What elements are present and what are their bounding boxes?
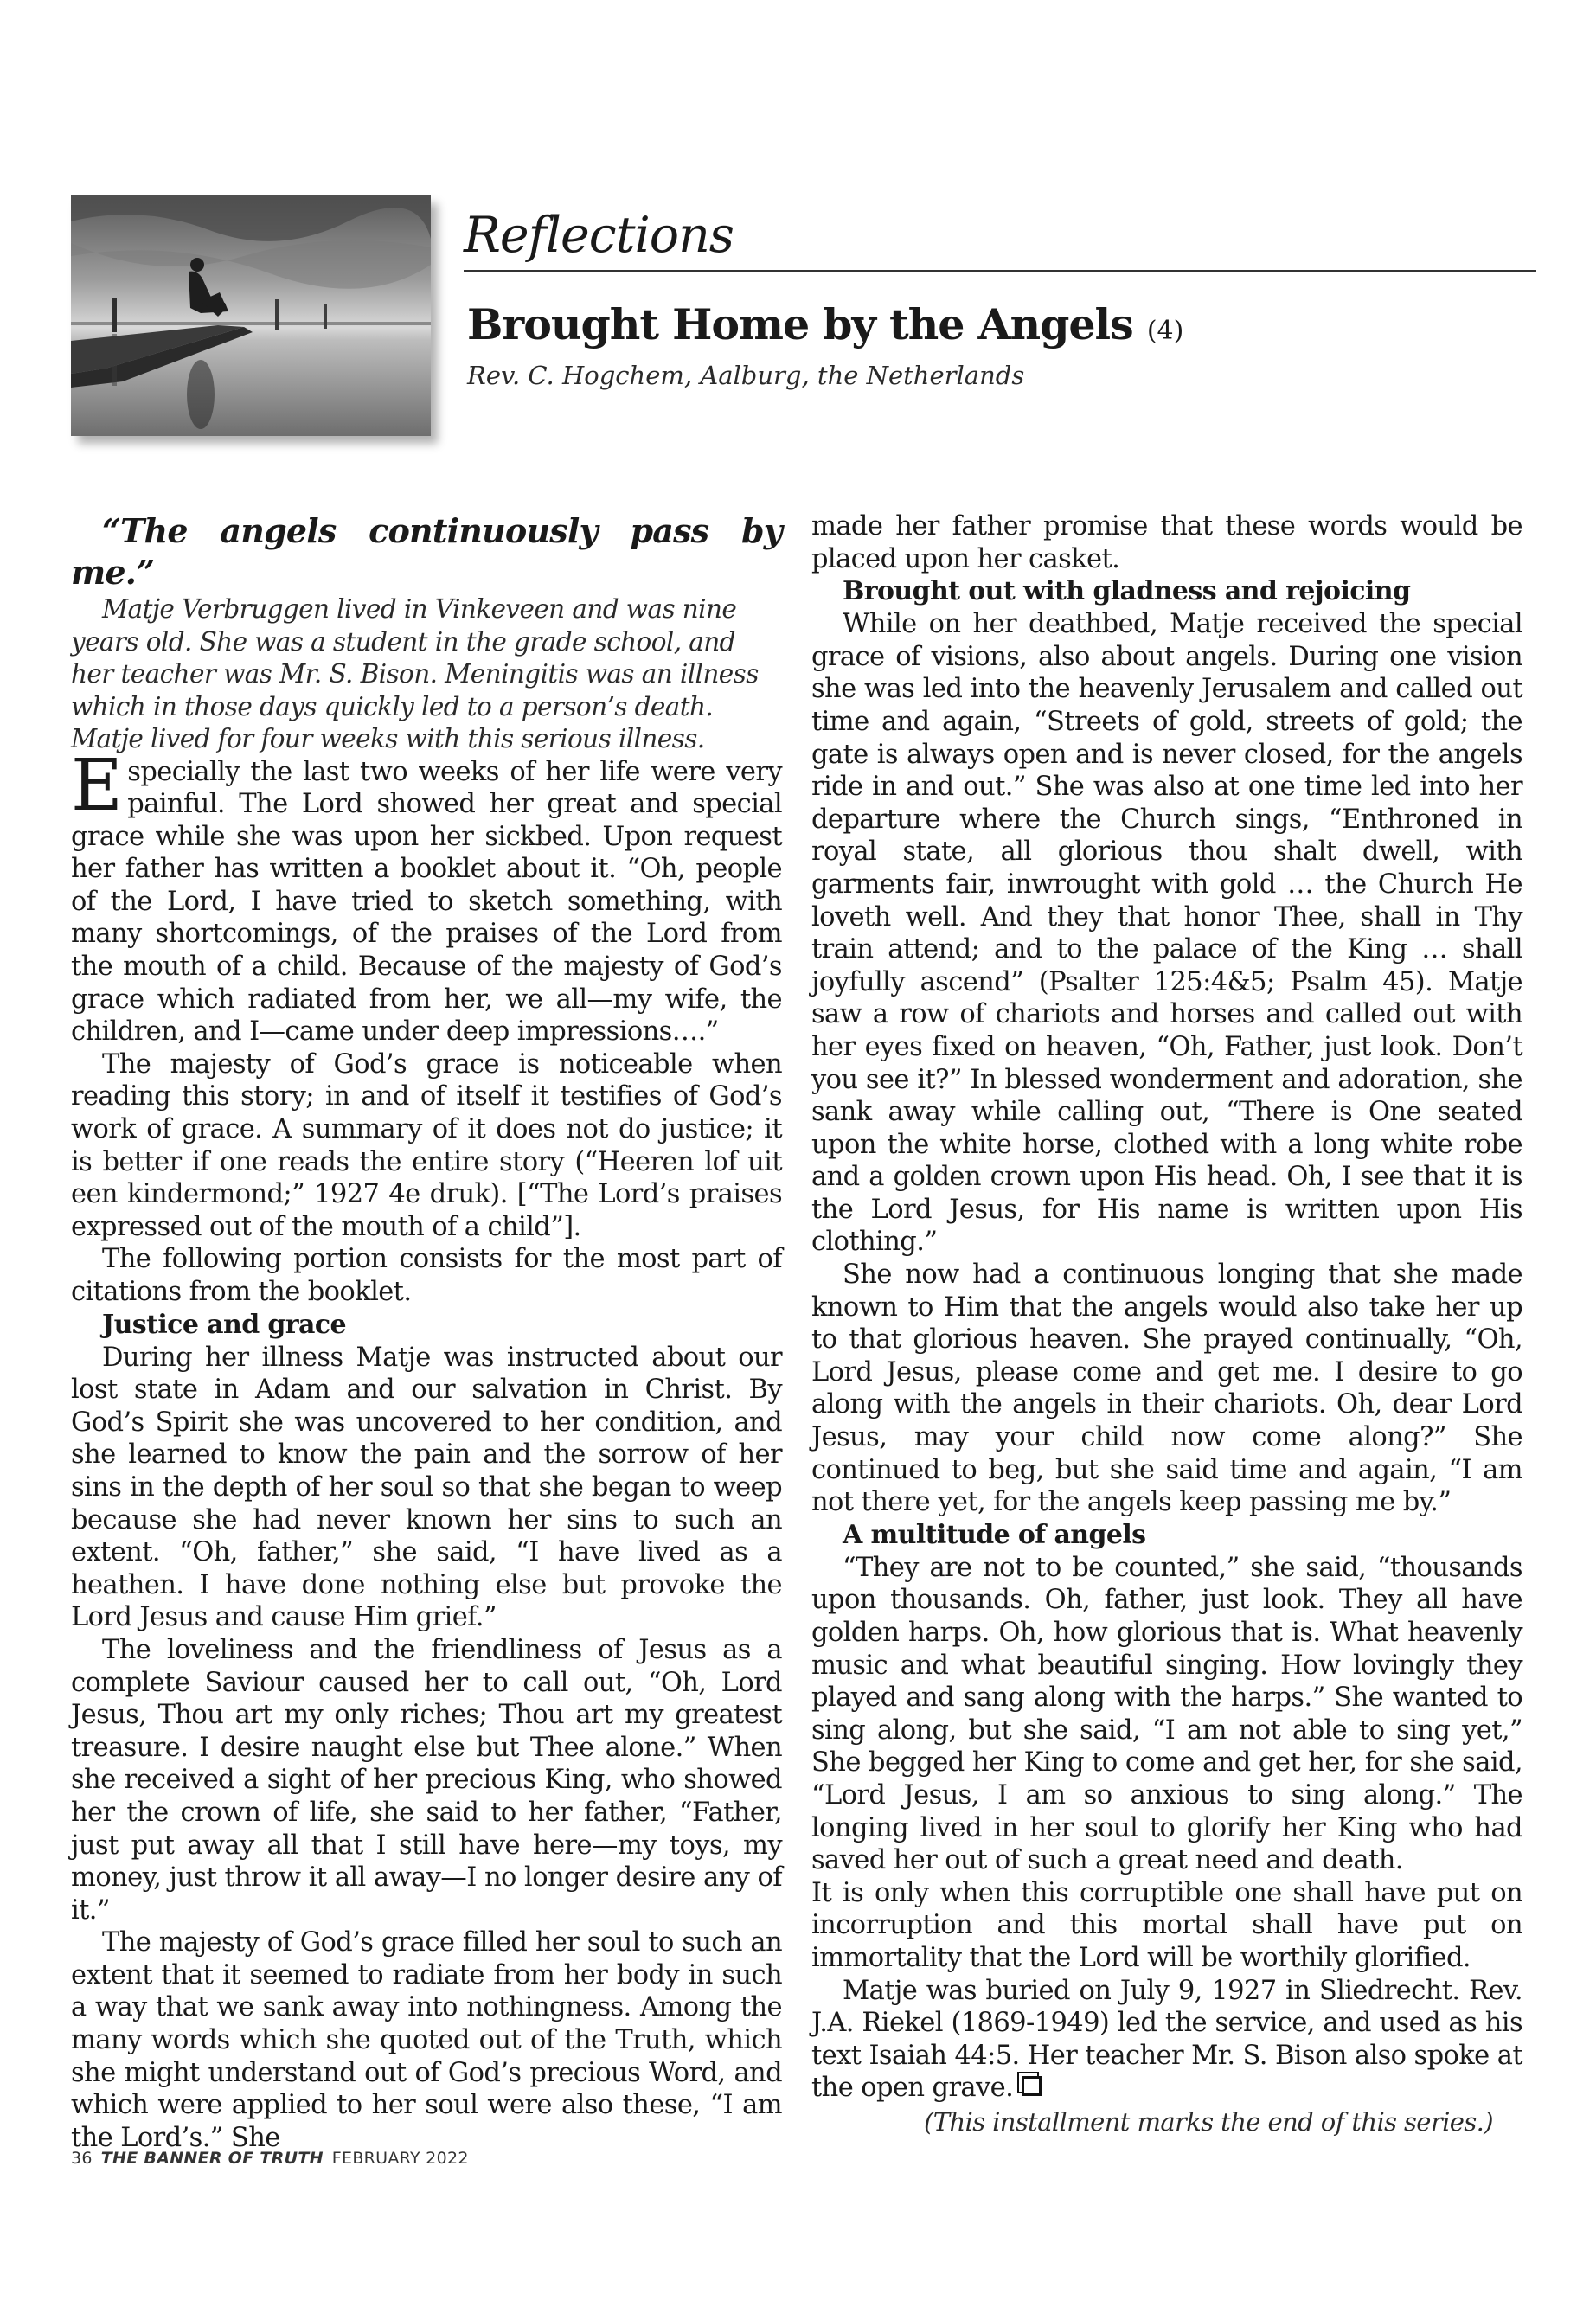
left-column: [71, 510, 782, 2154]
page-number: 36: [71, 2149, 93, 2168]
body-paragraph: While on her deathbed, Matje received the special grace of visions, also about angels. During one vision she was led into the heavenly Jerusalem and called out time and again, “Streets of gold, streets of gold; the gate is always open and is never closed, for the angels ride in and out.” She was also at one time led into her departure where the Church sings, “Enthroned in royal state, all glorious thou shalt dwell, with garments fair, inwrought with gold … the Church He loveth well. And they that honor Thee, shall in Thy train attend; and to the palace of the King … shall joyfully ascend” (Psalter 125:4&5; Psalm 45). Matje saw a row of chariots and horses and called out with her eyes fixed on heaven, “Oh, Father, just look. Don’t you see it?” In blessed wonderment and adoration, she sank away while calling out, “There is One seated upon the white horse, clothed with a long white robe and a golden crown upon His head. Oh, I see that it is the Lord Jesus, for His name is written upon His clothing.”: [811, 609, 1522, 1258]
body-paragraph: The following portion consists for the most part of citations from the booklet.: [71, 1244, 782, 1307]
article-title-text: Brought Home by the Angels: [467, 299, 1133, 349]
issue-date: FEBRUARY 2022: [331, 2149, 469, 2168]
body-paragraph: She now had a continuous longing that she made known to Him that the angels would also take her up to that glorious heaven. She prayed continually, “Oh, Lord Jesus, please come and get me. I desire to go along with the angels in their chariots. Oh, dear Lord Jesus, may your child now come along?” She continued to beg, but she said time and again, “I am not there yet, for the angels keep passing me by.”: [811, 1259, 1522, 1518]
right-column: [811, 510, 1522, 2139]
header-photo: [71, 195, 431, 436]
body-paragraph: It is only when this corruptible one shall have put on incorruption and this mortal shall have put on immortality that the Lord will be worthily glorified.: [811, 1877, 1522, 1973]
end-of-article-icon: [1022, 2076, 1042, 2096]
man-sitting-on-pier-photo-icon: [71, 195, 431, 436]
body-paragraph: The majesty of God’s grace is noticeable when reading this story; in and of itself it testifies of God’s work of grace. A summary of it does not do justice; it is better if one reads the entire story (“Heeren lof uit een kindermond;” 1927 4e druk). [“The Lord’s praises expressed out of the mouth of a child”].: [71, 1048, 782, 1242]
page-footer: [71, 2149, 469, 2168]
body-paragraph: [71, 744, 782, 1048]
body-paragraph: made her father promise that these words would be placed upon her casket.: [811, 511, 1522, 574]
body-paragraph-text: Matje was buried on July 9, 1927 in Sliedrecht. Rev. J.A. Riekel (1869-1949) led the service, and used as his text Isaiah 44:5. Her teacher Mr. S. Bison also spoke at the open grave.: [811, 1975, 1522, 2104]
body-paragraph-text: specially the last two weeks of her life were very painful. The Lord showed her great and special grace while she was upon her sickbed. Upon request her father has written a booklet about it. “Oh, people of the Lord, I have tried to sketch something, with many shortcomings, of the praises of the Lord from the mouth of a child. Because of the majesty of God’s grace which radiated from her, we all—my wife, the children, and I—came under deep impressions….”: [71, 756, 782, 1048]
subheading: Justice and grace: [102, 1309, 346, 1340]
body-paragraph: [811, 1975, 1522, 2105]
pull-quote: “The angels continuously pass by me.”: [71, 511, 782, 592]
magazine-name: THE BANNER OF TRUTH: [100, 2149, 324, 2168]
series-note: (This installment marks the end of this series.): [924, 2106, 1493, 2137]
subheading: Brought out with gladness and rejoicing: [843, 576, 1411, 607]
drop-cap: E: [71, 744, 123, 827]
body-paragraph: The majesty of God’s grace filled her soul to such an extent that it seemed to radiate from her body in such a way that we sank away into nothingness. Among the many words which she quoted out of the Truth, which she might understand out of God’s precious Word, and which were applied to her soul were also these, “I am the Lord’s.” She: [71, 1927, 782, 2153]
intro-paragraph: Matje Verbruggen lived in Vinkeveen and was nine years old. She was a student in the grade school, and her teacher was Mr. S. Bison. Meningitis was an illness which in those days quickly led to a person’s death. Matje lived for four weeks with this serious illness.: [71, 594, 759, 753]
body-paragraph: “They are not to be counted,” she said, “thousands upon thousands. Oh, father, just look. They all have golden harps. Oh, how glorious that is. What heavenly music and what beautiful singing. How lovingly they played and sang along with the harps.” She wanted to sing along, but she said, “I am not able to sing yet,” She begged her King to come and get her, for she said, “Lord Jesus, I am so anxious to sing along.” The longing lived in her soul to glorify her King who had saved her out of such a great need and death.: [811, 1552, 1522, 1876]
section-label: Reflections: [464, 201, 1536, 272]
part-number: (4): [1146, 316, 1184, 346]
body-paragraph: During her illness Matje was instructed about our lost state in Adam and our salvation in Christ. By God’s Spirit she was uncovered to her condition, and she learned to know the pain and the sorrow of her sins in the depth of her soul so that she began to weep because she had never known her sins to such an extent. “Oh, father,” she said, “I have lived as a heathen. I have done nothing else but provoke the Lord Jesus and cause Him grief.”: [71, 1342, 782, 1633]
body-paragraph: The loveliness and the friendliness of Jesus as a complete Saviour caused her to call out, “Oh, Lord Jesus, Thou art my only riches; Thou art my greatest treasure. I desire naught else but Thee alone.” When she received a sight of her precious King, who showed her the crown of life, she said to her father, “Father, just put away all that I still have here—my toys, my money, just throw it all away—I no longer desire any of it.”: [71, 1634, 782, 1926]
byline: Rev. C. Hogchem, Aalburg, the Netherlands: [467, 361, 1025, 390]
article-title: [467, 294, 1183, 362]
subheading: A multitude of angels: [843, 1519, 1146, 1550]
